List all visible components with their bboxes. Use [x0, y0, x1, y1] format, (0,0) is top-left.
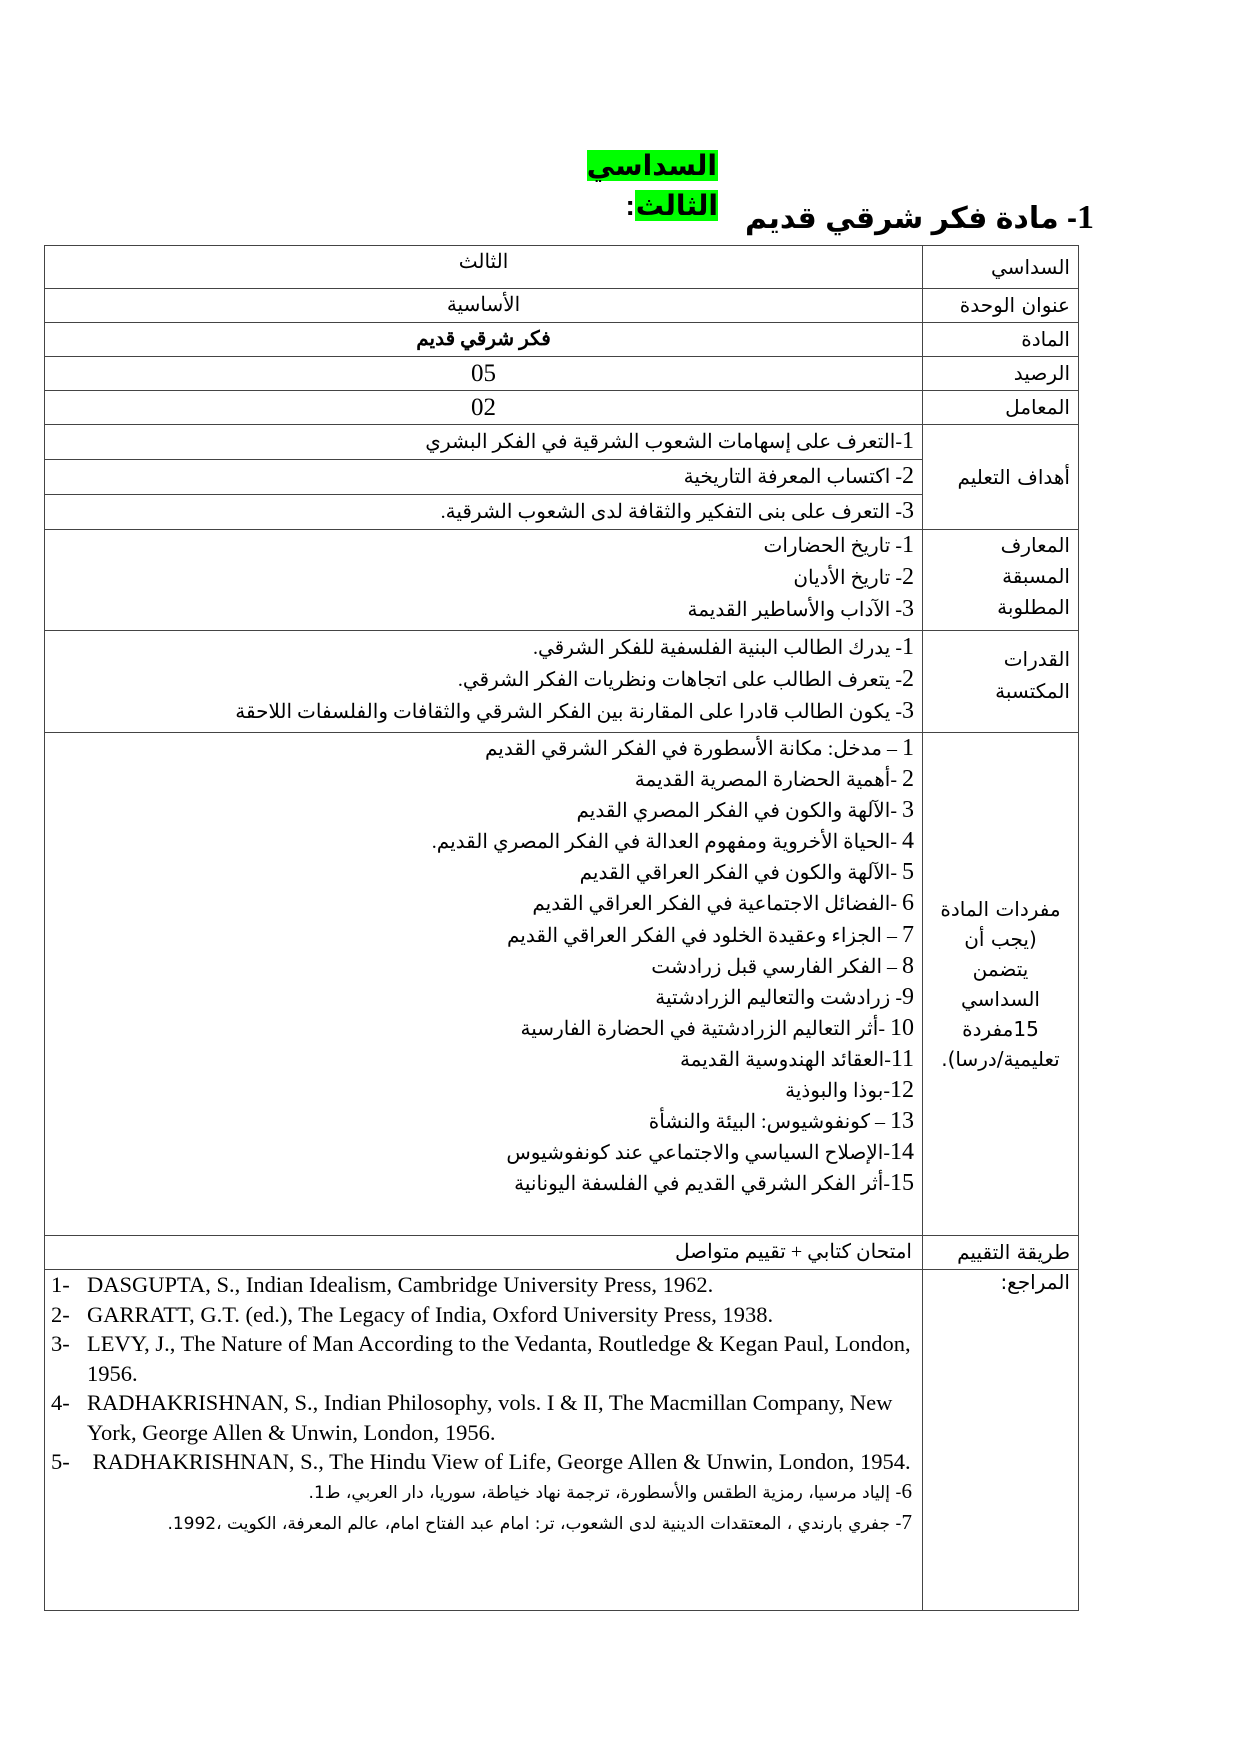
row-references [45, 1270, 1079, 1611]
item-text: – كونفوشيوس: البيئة والنشأة [648, 1111, 890, 1134]
item-number: 14 [890, 1139, 914, 1166]
item-number: 5 [902, 859, 914, 886]
item-number: 11 [890, 1045, 914, 1072]
reference-item [51, 1447, 916, 1477]
reference-number: 3- [51, 1331, 70, 1356]
item-text: -أثر الفكر الشرقي القديم في الفلسفة اليونانية [514, 1173, 890, 1196]
item-text: - تاريخ الحضارات [763, 535, 902, 557]
prerequisite-item [53, 562, 914, 594]
syllabus-item [53, 1137, 914, 1168]
course-description-table [44, 245, 1079, 1611]
semester-heading-colon: : [625, 190, 635, 221]
syllabus-list [45, 733, 923, 1236]
item-number: 4 [902, 828, 914, 855]
label-line: المعارف [1000, 533, 1070, 557]
reference-text: DASGUPTA, S., Indian Idealism, Cambridge University Press, 1962. [87, 1272, 714, 1297]
reference-text: RADHAKRISHNAN, S., The Hindu View of Life, George Allen & Unwin, London, 1954. [87, 1449, 911, 1474]
reference-item [51, 1329, 916, 1388]
label-line: (يجب أن [964, 927, 1037, 951]
item-text: – الجزاء وعقيدة الخلود في الفكر العراقي القديم [506, 924, 902, 947]
reference-number: 7 [901, 1509, 912, 1534]
item-number: 3 [902, 797, 914, 824]
label-syllabus [923, 733, 1079, 1236]
capability-item [53, 696, 914, 728]
label-evaluation: طريقة التقييم [923, 1236, 1079, 1270]
label-line: المكتسبة [995, 679, 1070, 703]
label-line: القدرات [1003, 647, 1070, 671]
syllabus-item [53, 826, 914, 857]
item-text: -أثر التعاليم الزرادشتية في الحضارة الفارسية [520, 1017, 890, 1040]
syllabus-item [53, 764, 914, 795]
item-text: - زرادشت والتعاليم الزرادشتية [655, 986, 902, 1009]
value-evaluation: امتحان كتابي + تقييم متواصل [45, 1236, 923, 1270]
item-text: - يكون الطالب قادرا على المقارنة بين الفكر الشرقي والثقافات والفلسفات اللاحقة [235, 701, 902, 723]
capabilities-list [45, 631, 923, 733]
item-number: 8 [902, 952, 914, 979]
label-references: المراجع: [923, 1270, 1079, 1611]
item-text: -بوذا والبوذية [785, 1080, 890, 1103]
item-text: -الحياة الأخروية ومفهوم العدالة في الفكر المصري القديم. [431, 831, 902, 854]
prerequisite-item [53, 530, 914, 562]
label-line: تعليمية/درسا). [941, 1047, 1060, 1071]
item-number: 2 [902, 766, 914, 793]
row-evaluation [45, 1236, 1079, 1270]
objective-item [45, 495, 923, 530]
item-text: -الآلهة والكون في الفكر العراقي القديم [579, 862, 902, 885]
reference-text: RADHAKRISHNAN, S., Indian Philosophy, vols. I & II, The Macmillan Company, New York, George Allen & Unwin, London, 1956. [87, 1390, 893, 1445]
reference-number: 2- [51, 1301, 70, 1327]
item-text: -أهمية الحضارة المصرية القديمة [634, 769, 902, 792]
objective-number: 1 [902, 428, 914, 454]
label-objectives: أهداف التعليم [923, 425, 1079, 530]
item-text: - يتعرف الطالب على اتجاهات ونظريات الفكر الشرقي. [457, 669, 902, 691]
objective-text: - اكتساب المعرفة التاريخية [683, 466, 902, 488]
row-coefficient [45, 391, 1079, 425]
row-objective-1 [45, 425, 1079, 460]
reference-number: 4- [51, 1390, 70, 1415]
item-text: - الآداب والأساطير القديمة [687, 599, 902, 621]
syllabus-item [53, 733, 914, 764]
syllabus-item [53, 857, 914, 888]
item-number: 7 [902, 921, 914, 948]
value-coefficient: 02 [45, 391, 923, 425]
row-credit [45, 357, 1079, 391]
item-text: - تاريخ الأديان [793, 567, 902, 589]
item-number: 2 [902, 564, 914, 590]
capability-item [53, 664, 914, 696]
objective-text: - التعرف على بنى التفكير والثقافة لدى الشعوب الشرقية. [440, 501, 902, 523]
item-number: 3 [902, 596, 914, 622]
row-prerequisites [45, 530, 1079, 631]
item-number: 1 [902, 532, 914, 558]
reference-number: 6 [901, 1478, 912, 1503]
objective-item [45, 460, 923, 495]
item-number: 6 [902, 890, 914, 917]
syllabus-item [53, 1075, 914, 1106]
syllabus-item [53, 920, 914, 951]
value-credit: 05 [45, 357, 923, 391]
reference-item [51, 1388, 916, 1447]
label-line: المطلوبة [997, 595, 1070, 619]
reference-text: - إلياد مرسيا، رمزية الطقس والأسطورة، ترجمة نهاد خياطة، سوريا، دار العربي، ط1. [308, 1482, 902, 1503]
row-syllabus [45, 733, 1079, 1236]
value-semester: الثالث [45, 246, 923, 289]
label-line: المسبقة [1002, 564, 1070, 588]
course-heading [745, 196, 1094, 241]
reference-item [51, 1270, 916, 1300]
label-line: السداسي [961, 987, 1040, 1011]
label-subject: المادة [923, 323, 1079, 357]
syllabus-item [53, 795, 914, 826]
prerequisites-list [45, 530, 923, 631]
references-list [45, 1270, 923, 1611]
value-subject: فكر شرقي قديم [45, 323, 923, 357]
syllabus-item [53, 1106, 914, 1137]
item-number: 13 [890, 1108, 914, 1135]
reference-item [51, 1477, 916, 1508]
label-coefficient: المعامل [923, 391, 1079, 425]
item-text: - يدرك الطالب البنية الفلسفية للفكر الشرقي. [532, 637, 902, 659]
item-text: -الإصلاح السياسي والاجتماعي عند كونفوشيوس [506, 1142, 890, 1165]
item-number: 15 [890, 1170, 914, 1197]
syllabus-item [53, 951, 914, 982]
reference-item [51, 1508, 916, 1539]
reference-text: LEVY, J., The Nature of Man According to the Vedanta, Routledge & Kegan Paul, London, 1956. [87, 1331, 911, 1386]
objective-number: 2 [902, 463, 914, 489]
syllabus-item [53, 1013, 914, 1044]
item-number: 1 [902, 735, 914, 761]
reference-text: GARRATT, G.T. (ed.), The Legacy of India, Oxford University Press, 1938. [87, 1301, 774, 1327]
item-text: -الآلهة والكون في الفكر المصري القديم [576, 800, 902, 823]
label-credit: الرصيد [923, 357, 1079, 391]
label-prerequisites [923, 530, 1079, 631]
objective-text: -التعرف على إسهامات الشعوب الشرقية في الفكر البشري [425, 431, 902, 453]
item-number: 1 [902, 634, 914, 660]
item-text: – الفكر الفارسي قبل زرادشت [651, 955, 902, 978]
value-unit: الأساسية [45, 289, 923, 323]
label-line: مفردات المادة [940, 897, 1061, 921]
item-number: 2 [902, 666, 914, 692]
label-capabilities [923, 631, 1079, 733]
row-capabilities [45, 631, 1079, 733]
item-text: -العقائد الهندوسية القديمة [679, 1048, 891, 1071]
prerequisite-item [53, 594, 914, 626]
label-semester: السداسي [923, 246, 1079, 289]
syllabus-item [53, 982, 914, 1013]
objective-item [45, 425, 923, 460]
reference-text: - جفري بارندي ، المعتقدات الدينية لدى الشعوب، تر: امام عبد الفتاح امام، عالم المعرفة، الكويت ،1992. [167, 1513, 902, 1534]
label-line: يتضمن [972, 957, 1029, 981]
row-subject [45, 323, 1079, 357]
item-number: 9 [902, 983, 914, 1010]
item-text: -الفضائل الاجتماعية في الفكر العراقي القديم [532, 893, 902, 916]
item-number: 12 [890, 1077, 914, 1104]
capability-item [53, 632, 914, 664]
row-semester [45, 246, 1079, 289]
course-number: 1 [1077, 199, 1094, 236]
semester-heading [528, 146, 718, 226]
reference-item [51, 1300, 916, 1330]
syllabus-item [53, 1044, 914, 1075]
semester-heading-highlight: السداسي الثالث [586, 150, 718, 221]
item-number: 10 [890, 1014, 914, 1041]
item-number: 3 [902, 698, 914, 724]
objective-number: 3 [902, 498, 914, 524]
syllabus-item [53, 888, 914, 919]
label-unit: عنوان الوحدة [923, 289, 1079, 323]
item-text: – مدخل: مكانة الأسطورة في الفكر الشرقي القديم [485, 738, 902, 760]
reference-number: 1- [51, 1272, 70, 1297]
course-title: - مادة فكر شرقي قديم [745, 202, 1077, 235]
label-line: 15مفردة [962, 1017, 1039, 1041]
syllabus-item [53, 1168, 914, 1199]
row-unit [45, 289, 1079, 323]
reference-number: 5- [51, 1449, 70, 1474]
